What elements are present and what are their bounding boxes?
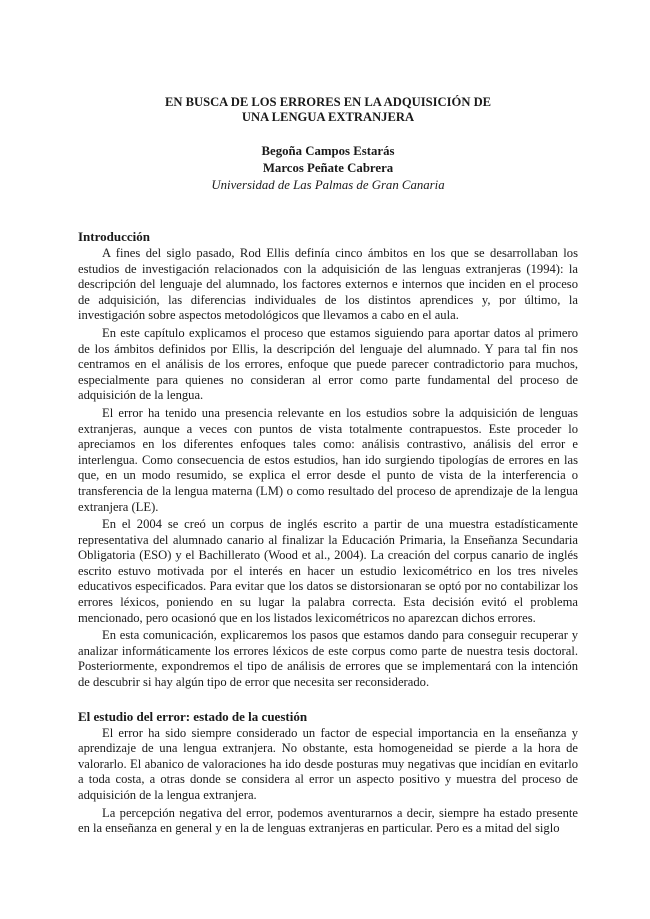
author-name: Marcos Peñate Cabrera (262, 161, 394, 175)
title-line-2: UNA LENGUA EXTRANJERA (241, 110, 415, 124)
paragraph: En el 2004 se creó un corpus de inglés escrito a partir de una muestra estadísticamente representativa del alumnado canario al finalizar la Educación Primaria, la Enseñanza Secundaria Obligatoria (ESO) y el Bachillerato (Wood et al., 2004). La creación del corpus canario de inglés escrito estuvo motivada por el interés en hacer un estudio lexicométrico en los tres niveles educativos especificados. Para evitar que los datos se distorsionaran se optó por no contabilizar los errores léxicos, poniendo en su lugar la palabra correcta. Esta decisión evitó el problema mencionado, pero ocasionó que en los listados lexicométricos no aparezcan dichos errores. (78, 517, 578, 625)
paper-title (78, 95, 578, 125)
author-affiliation: Universidad de Las Palmas de Gran Canaria (211, 178, 445, 192)
paragraph: El error ha sido siempre considerado un factor de especial importancia en la enseñanza y aprendizaje de una lengua extranjera. No obstante, esta homogeneidad se pierde a la hora de valorarlo. El abanico de valoraciones ha ido desde posturas muy negativas que incidían en evitarlo a toda costa, a otras donde se considera al error un aspecto positivo y muestra del proceso de adquisición de la lengua extranjera. (78, 725, 578, 802)
document-page (78, 95, 578, 837)
paragraph: La percepción negativa del error, podemos aventurarnos a decir, siempre ha estado presente en la enseñanza en general y en la de lenguas extranjeras en particular. Pero es a mitad del siglo (78, 805, 578, 836)
paragraph: En este capítulo explicamos el proceso que estamos siguiendo para aportar datos al primero de los ámbitos definidos por Ellis, la descripción del lenguaje del alumnado. Y para tal fin nos centramos en el análisis de los errores, enfoque que puede parecer contradictorio para muchos, especialmente para quienes no consideran al error como parte fundamental del proceso de adquisición de la lengua. (78, 325, 578, 403)
section-heading-introduccion: Introducción (78, 229, 150, 244)
paragraph: En esta comunicación, explicaremos los pasos que estamos dando para conseguir recuperar y analizar informáticamente los errores léxicos de este corpus como parte de nuestra tesis doctoral. Posteriormente, expondremos el tipo de análisis de errores que se implementará con la intención de descubrir si hay algún tipo de error que necesita ser reconsiderado. (78, 628, 578, 690)
title-line-1: EN BUSCA DE LOS ERRORES EN LA ADQUISICIÓN DE (164, 95, 492, 109)
paragraph: A fines del siglo pasado, Rod Ellis definía cinco ámbitos en los que se desarrollaban los estudios de investigación relacionados con la adquisición de las lenguas extranjeras (1994): la descripción del lenguaje del alumnado, los factores externos e internos que inciden en el proceso de adquisición, las diferencias individuales de los distintos aprendices y, por último, la investigación sobre aspectos metodológicos que llevamos a cabo en el aula. (78, 246, 578, 323)
author-name: Begoña Campos Estarás (261, 144, 395, 158)
author-block (78, 143, 578, 194)
section-heading-estudio-del-error: El estudio del error: estado de la cuestión (78, 708, 308, 724)
paragraph: El error ha tenido una presencia relevante en los estudios sobre la adquisición de lenguas extranjeras, aunque a veces con puntos de vista totalmente contrapuestos. Este proceder lo apreciamos en los diferentes enfoques tales como: análisis contrastivo, análisis del error e interlengua. Como consecuencia de estos estudios, han ido surgiendo tipologías de errores en las que, en un modo resumido, se explica el error desde el punto de vista de la interferencia o transferencia de la lengua materna (LM) o como resultado del proceso de aprendizaje de la lengua extranjera (LE). (78, 405, 578, 514)
